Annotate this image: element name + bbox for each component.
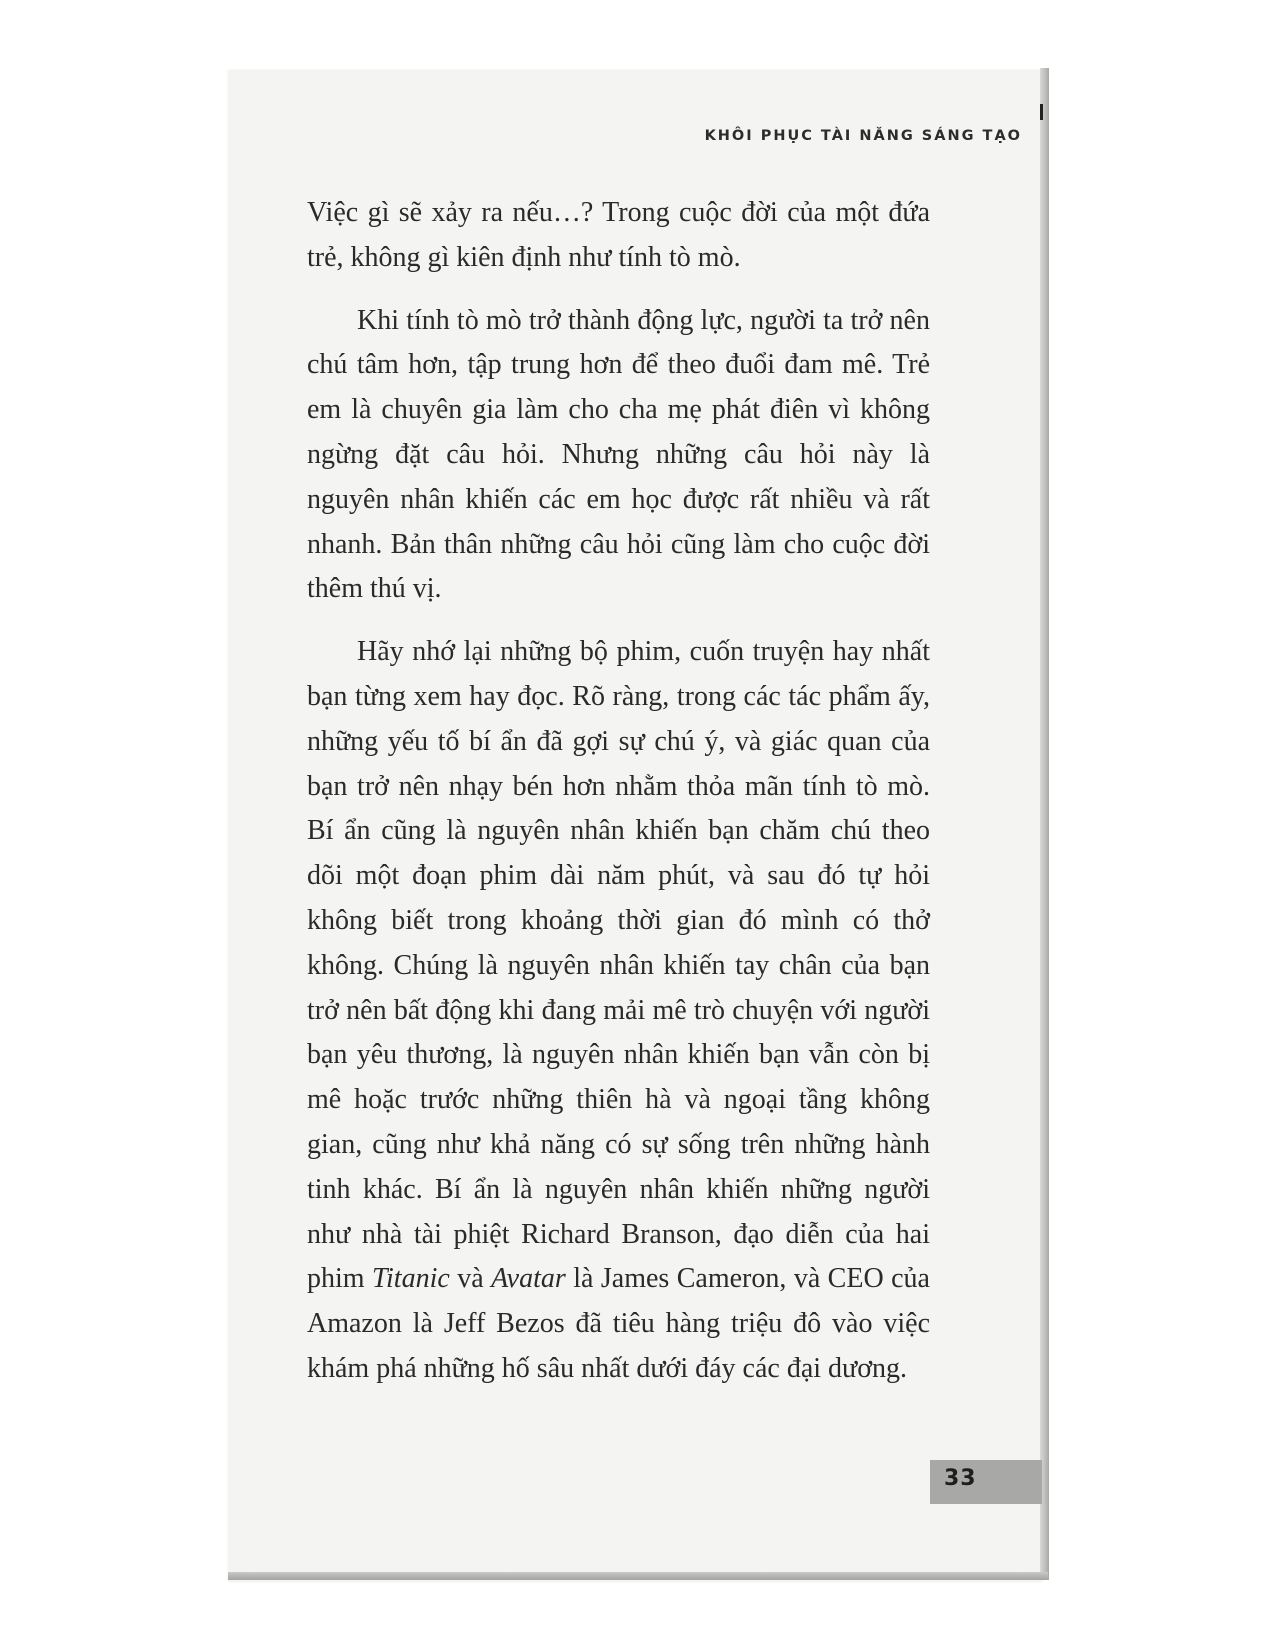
page-edge bbox=[1040, 68, 1049, 1580]
paragraph-3 bbox=[307, 630, 930, 1392]
paragraph-2: Khi tính tò mò trở thành động lực, người ta trở nên chú tâm hơn, tập trung hơn để theo đuổi đam mê. Trẻ em là chuyên gia làm cho cha mẹ phát điên vì không ngừng đặt câu hỏi. Nhưng những câu hỏi này là nguyên nhân khiến các em học được rất nhiều và rất nhanh. Bản thân những câu hỏi cũng làm cho cuộc đời thêm thú vị. bbox=[307, 304, 930, 605]
film-title-titanic: Titanic bbox=[372, 1263, 450, 1295]
paragraph-1: Việc gì sẽ xảy ra nếu…? Trong cuộc đời của một đứa trẻ, không gì kiên định như tính tò mò. bbox=[307, 197, 930, 273]
page-number: 33 bbox=[944, 1466, 977, 1491]
body-text bbox=[307, 191, 930, 1392]
paragraph-3-text-a: Hãy nhớ lại những bộ phim, cuốn truyện hay nhất bạn từng xem hay đọc. Rõ ràng, trong các tác phẩm ấy, những yếu tố bí ẩn đã gợi sự chú ý, và giác quan của bạn trở nên nhạy bén hơn nhằm thỏa mãn tính tò mò. Bí ẩn cũng là nguyên nhân khiến bạn chăm chú theo dõi một đoạn phim dài năm phút, và sau đó tự hỏi không biết trong khoảng thời gian đó mình có thở không. Chúng là nguyên nhân khiến tay chân của bạn trở nên bất động khi đang mải mê trò chuyện với người bạn yêu thương, là nguyên nhân khiến bạn vẫn còn bị mê hoặc trước những thiên hà và ngoại tầng không gian, cũng như khả năng có sự sống trên những hành tinh khác. Bí ẩn là nguyên nhân khiến những người như nhà tài phiệt Richard Branson, đạo diễn của hai phim bbox=[307, 636, 930, 1295]
page-edge-mark bbox=[1040, 104, 1043, 120]
film-title-avatar: Avatar bbox=[491, 1263, 566, 1295]
page-bottom-edge bbox=[228, 1572, 1048, 1580]
running-header: KHÔI PHỤC TÀI NĂNG SÁNG TẠO bbox=[704, 128, 1022, 144]
paragraph-3-text-b: và bbox=[449, 1263, 492, 1295]
paragraph-3-text-c: là James Cameron, và CEO của Amazon là Jeff Bezos đã tiêu hàng triệu đô vào việc khám phá những hố sâu nhất dưới đáy các đại dương. bbox=[307, 1263, 930, 1384]
